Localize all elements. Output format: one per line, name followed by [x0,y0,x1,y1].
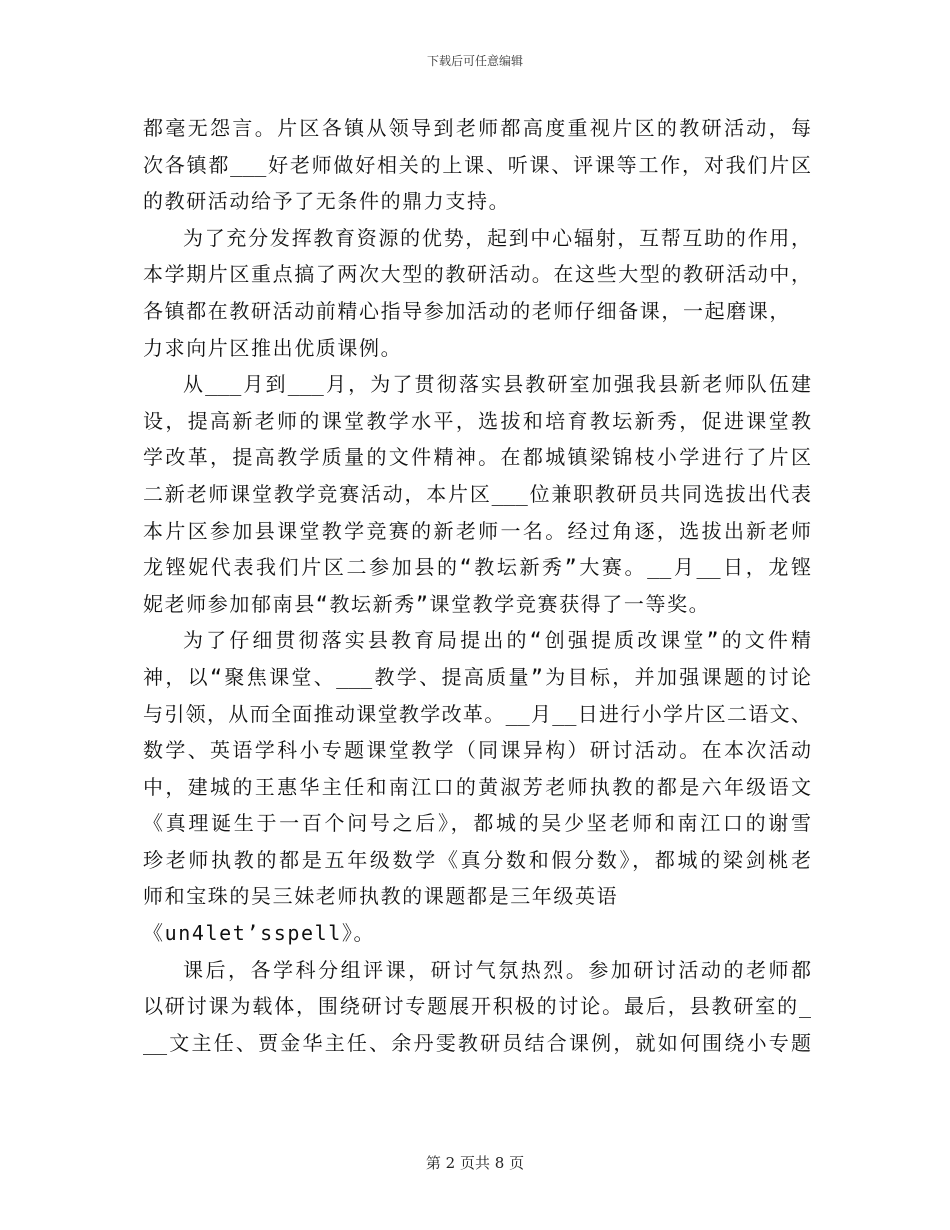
text-line: 课后，各学科分组评课，研讨气氛热烈。参加研讨活动的老师都 [183,957,811,982]
text-line: 《真理诞生于一百个问号之后》，都城的吴少坚老师和南江口的谢雪 [143,811,811,836]
text-line: 以研讨课为载体，围绕研讨专题展开积极的讨论。最后，县教研室的_ [143,994,811,1019]
text-line: 设，提高新老师的课堂教学水平，选拔和培育教坛新秀，促进课堂教 [143,408,811,433]
text-line: 妮老师参加郁南县“教坛新秀”课堂教学竞赛获得了一等奖。 [143,591,711,616]
text-line: 龙铿妮代表我们片区二参加县的“教坛新秀”大赛。__月__日，龙铿 [143,555,811,580]
text-line: 本片区参加县课堂教学竞赛的新老师一名。经过角逐，选拔出新老师 [143,518,811,543]
text-line: 数学、英语学科小专题课堂教学（同课异构）研讨活动。在本次活动 [143,738,811,763]
text-line: 学改革，提高教学质量的文件精神。在都城镇梁锦枝小学进行了片区 [143,445,811,470]
text-line: 珍老师执教的都是五年级数学《真分数和假分数》，都城的梁剑桃老 [143,847,811,872]
document-body [143,110,811,1061]
text-line: 为了仔细贯彻落实县教育局提出的“创强提质改课堂”的文件精 [183,628,811,653]
text-line: 中，建城的王惠华主任和南江口的黄淑芳老师执教的都是六年级语文 [143,774,811,799]
text-line: __文主任、贾金华主任、余丹雯教研员结合课例，就如何围绕小专题 [143,1030,811,1055]
text-line: 本学期片区重点搞了两次大型的教研活动。在这些大型的教研活动中， [143,262,811,287]
text-line: 《un4let’sspell》。 [143,921,376,946]
text-line: 各镇都在教研活动前精心指导参加活动的老师仔细备课，一起磨课， [143,298,791,323]
text-line: 从___月到___月，为了贯彻落实县教研室加强我县新老师队伍建 [183,372,811,397]
text-line: 神，以“聚焦课堂、___教学、提高质量”为目标，并加强课题的讨论 [143,664,811,689]
text-line: 师和宝珠的吴三妹老师执教的课题都是三年级英语 [143,884,619,909]
text-line: 与引领，从而全面推动课堂教学改革。__月__日进行小学片区二语文、 [143,701,811,726]
text-line: 为了充分发挥教育资源的优势，起到中心辐射，互帮互助的作用， [183,225,811,250]
text-line: 次各镇都___好老师做好相关的上课、听课、评课等工作，对我们片区 [143,152,811,177]
text-line: 的教研活动给予了无条件的鼎力支持。 [143,189,511,214]
page-header: 下载后可任意编辑 [426,54,523,68]
page-footer: 第 2 页共 8 页 [425,1154,525,1172]
text-line: 二新老师课堂教学竞赛活动，本片区___位兼职教研员共同选拔出代表 [143,481,811,506]
text-line: 力求向片区推出优质课例。 [143,335,403,360]
text-line: 都毫无怨言。片区各镇从领导到老师都高度重视片区的教研活动，每 [143,116,811,140]
